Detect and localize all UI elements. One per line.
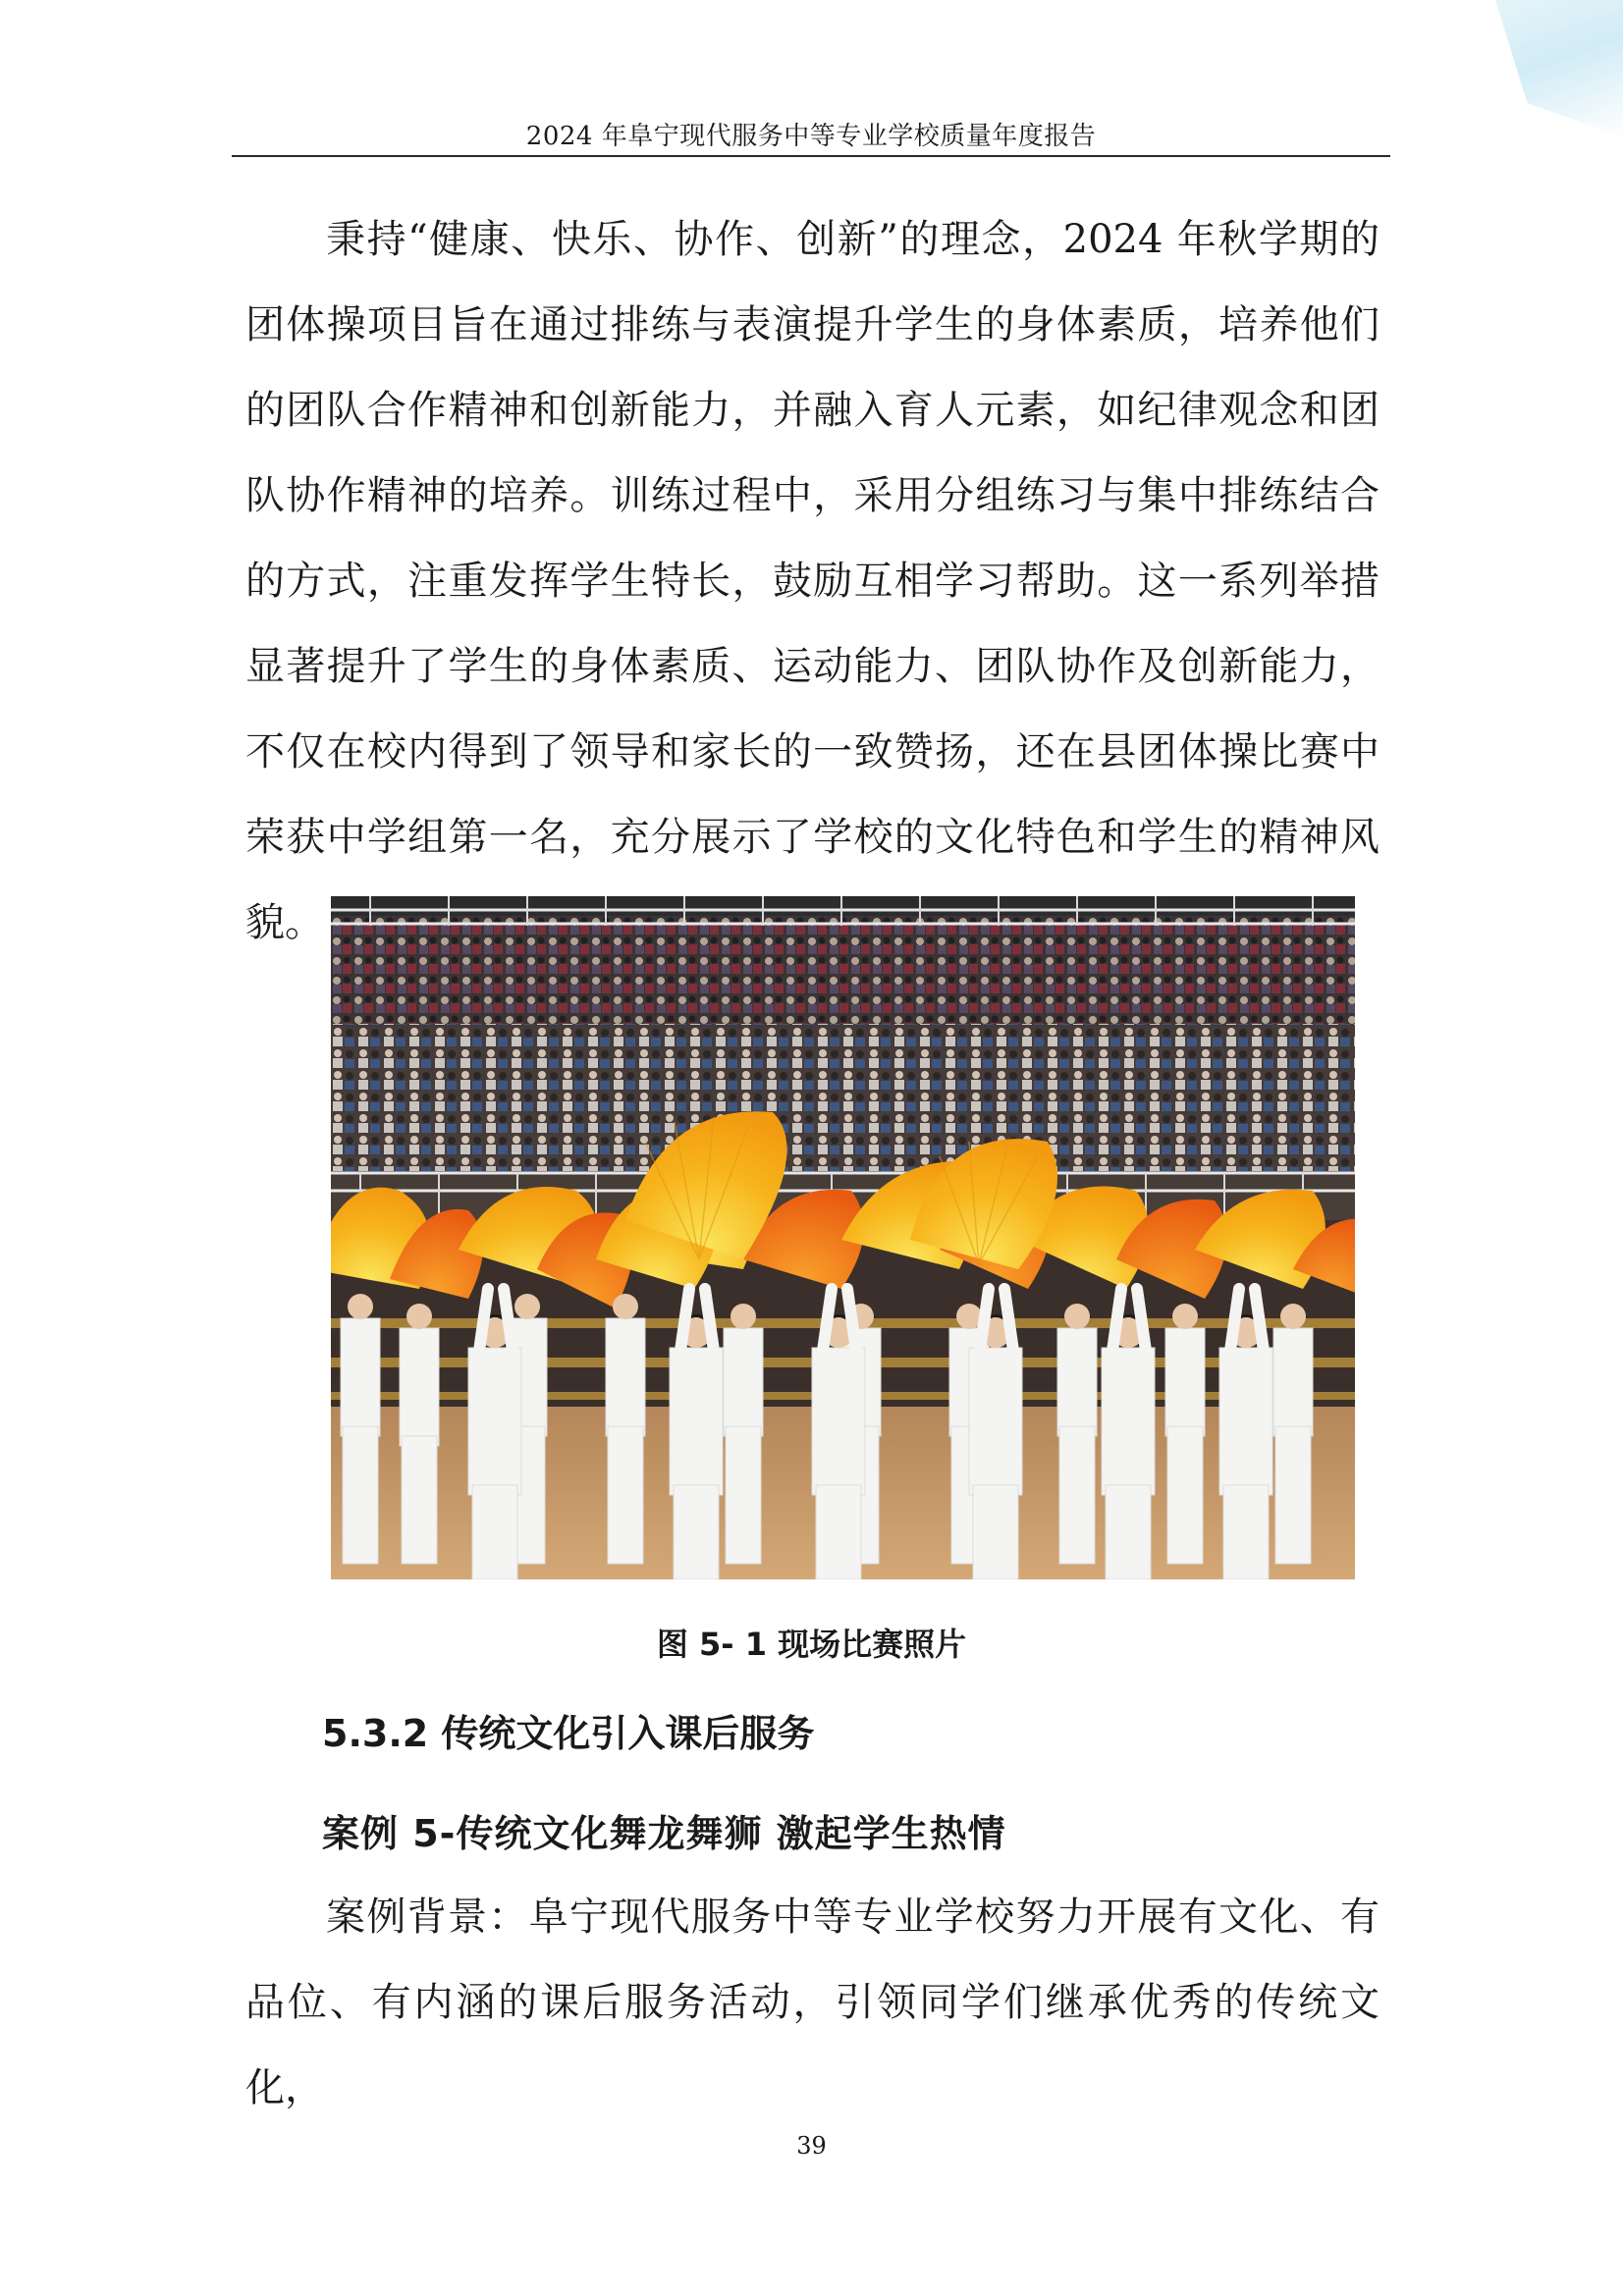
section-heading: 5.3.2 传统文化引入课后服务 [322, 1712, 815, 1755]
header-rule [232, 155, 1390, 157]
case-background-paragraph: 案例背景：阜宁现代服务中等专业学校努力开展有文化、有品位、有内涵的课后服务活动，引领同学们继承优秀的传统文化， [245, 1895, 1380, 2110]
performance-photo [331, 896, 1355, 1579]
running-header: 2024 年阜宁现代服务中等专业学校质量年度报告 [525, 122, 1097, 151]
page-number: 39 [796, 2132, 827, 2160]
body-paragraph-1: 秉持“健康、快乐、协作、创新”的理念，2024 年秋学期的团体操项目旨在通过排练与表演提升学生的身体素质，培养他们的团队合作精神和创新能力，并融入育人元素，如纪律观念和团队协作精神的培养。训练过程中，采用分组练习与集中排练结合的方式，注重发挥学生特长，鼓励互相学习帮助。这一系列举措显著提升了学生的身体素质、运动能力、团队协作及创新能力，不仅在校内得到了领导和家长的一致赞扬，还在县团体操比赛中荣获中学组第一名，充分展示了学校的文化特色和学生的精神风貌。 [245, 217, 1380, 945]
corner-decoration [1495, 0, 1623, 137]
case-title: 案例 5-传统文化舞龙舞狮 激起学生热情 [322, 1812, 1006, 1855]
figure-caption: 图 5- 1 现场比赛照片 [656, 1626, 967, 1663]
